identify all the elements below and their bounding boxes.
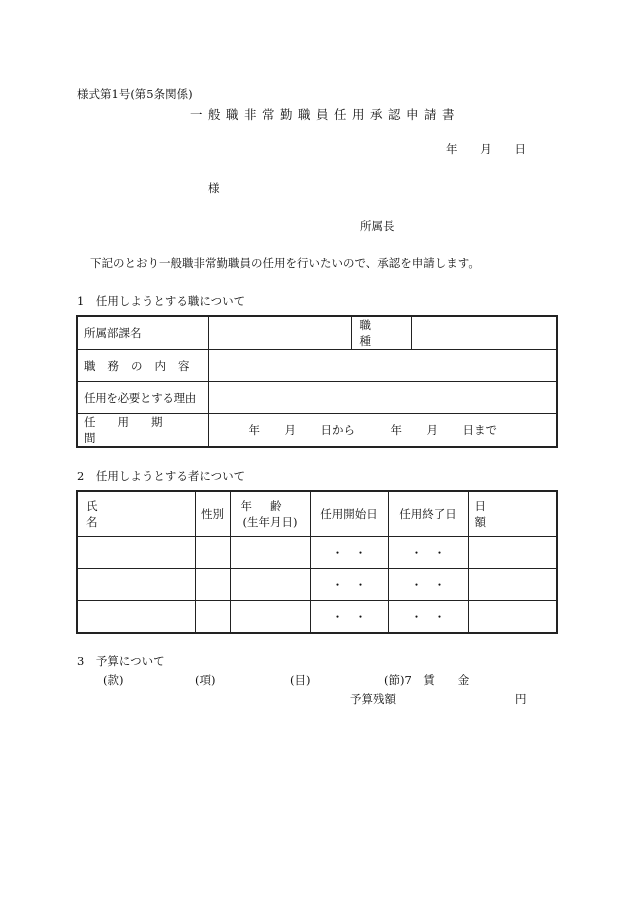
age-header-bottom: (生年月日): [242, 515, 298, 529]
end-dots: ・ ・: [410, 545, 446, 560]
start-dots: ・ ・: [331, 609, 367, 624]
age-header-top: 年齢: [240, 499, 300, 513]
dept-value[interactable]: [208, 316, 351, 350]
daily-cell[interactable]: [468, 601, 557, 634]
person-table: [76, 490, 558, 634]
gender-header: 性別: [195, 491, 230, 537]
name-cell[interactable]: [77, 601, 195, 634]
duties-label-cell: [77, 350, 208, 382]
budget-setsu: (節)7 賃 金: [384, 673, 470, 687]
end-dots: ・ ・: [410, 577, 446, 592]
age-cell[interactable]: [230, 569, 310, 601]
start-dots: ・ ・: [331, 545, 367, 560]
dept-label: 所属部課名: [84, 326, 142, 340]
name-header-text: 氏名: [86, 499, 180, 529]
date-year: 年: [446, 142, 458, 156]
table-row: [77, 569, 557, 601]
reason-value[interactable]: [208, 382, 557, 414]
section3-heading: 3 予算について: [77, 654, 165, 668]
daily-cell[interactable]: [468, 537, 557, 569]
period-label-cell: [77, 414, 208, 448]
type-label-cell: [351, 316, 411, 350]
start-cell[interactable]: [310, 537, 388, 569]
remaining-label: 予算残額: [350, 692, 396, 706]
gender-cell[interactable]: [195, 569, 230, 601]
section2-heading: 2 任用しようとする者について: [77, 469, 246, 483]
period-value[interactable]: [208, 414, 557, 448]
gender-cell[interactable]: [195, 537, 230, 569]
end-cell[interactable]: [388, 569, 468, 601]
period-label: 任用期間: [84, 415, 185, 445]
reason-label: 任用を必要とする理由: [84, 390, 196, 405]
type-label: 職種: [359, 318, 393, 348]
start-cell[interactable]: [310, 569, 388, 601]
section1-heading: 1 任用しようとする職について: [77, 294, 246, 308]
start-header: 任用開始日: [310, 491, 388, 537]
duties-label: 職務の内容: [84, 358, 202, 373]
addressee-suffix: 様: [208, 181, 220, 195]
budget-moku: (目): [290, 673, 311, 687]
reason-label-cell: [77, 382, 208, 414]
type-value[interactable]: [411, 316, 557, 350]
applicant-title: 所属長: [360, 219, 395, 233]
start-cell[interactable]: [310, 601, 388, 634]
budget-kan: (款): [103, 673, 124, 687]
gender-cell[interactable]: [195, 601, 230, 634]
duties-value[interactable]: [208, 350, 557, 382]
daily-header: [468, 491, 557, 537]
table-row: [77, 601, 557, 634]
form-number: 様式第1号(第5条関係): [77, 87, 193, 101]
name-cell[interactable]: [77, 569, 195, 601]
name-header: [77, 491, 195, 537]
end-cell[interactable]: [388, 537, 468, 569]
document-title: 一般職非常勤職員任用承認申請書: [190, 107, 461, 122]
date-month: 月: [480, 142, 492, 156]
start-dots: ・ ・: [331, 577, 367, 592]
name-cell[interactable]: [77, 537, 195, 569]
date-line: [446, 141, 526, 157]
daily-header-text: 日額: [474, 499, 534, 529]
age-cell[interactable]: [230, 537, 310, 569]
daily-cell[interactable]: [468, 569, 557, 601]
yen-label: 円: [515, 692, 527, 706]
date-day: 日: [514, 142, 526, 156]
end-header: 任用終了日: [388, 491, 468, 537]
period-line: 年 月 日から 年 月 日まで: [248, 423, 497, 437]
end-cell[interactable]: [388, 601, 468, 634]
job-table: [76, 315, 558, 448]
end-dots: ・ ・: [410, 609, 446, 624]
intro-text: 下記のとおり一般職非常勤職員の任用を行いたいので、承認を申請します。: [90, 256, 480, 270]
dept-label-cell: [77, 316, 208, 350]
age-header: [230, 491, 310, 537]
table-row: [77, 537, 557, 569]
budget-kou: (項): [195, 673, 216, 687]
age-cell[interactable]: [230, 601, 310, 634]
